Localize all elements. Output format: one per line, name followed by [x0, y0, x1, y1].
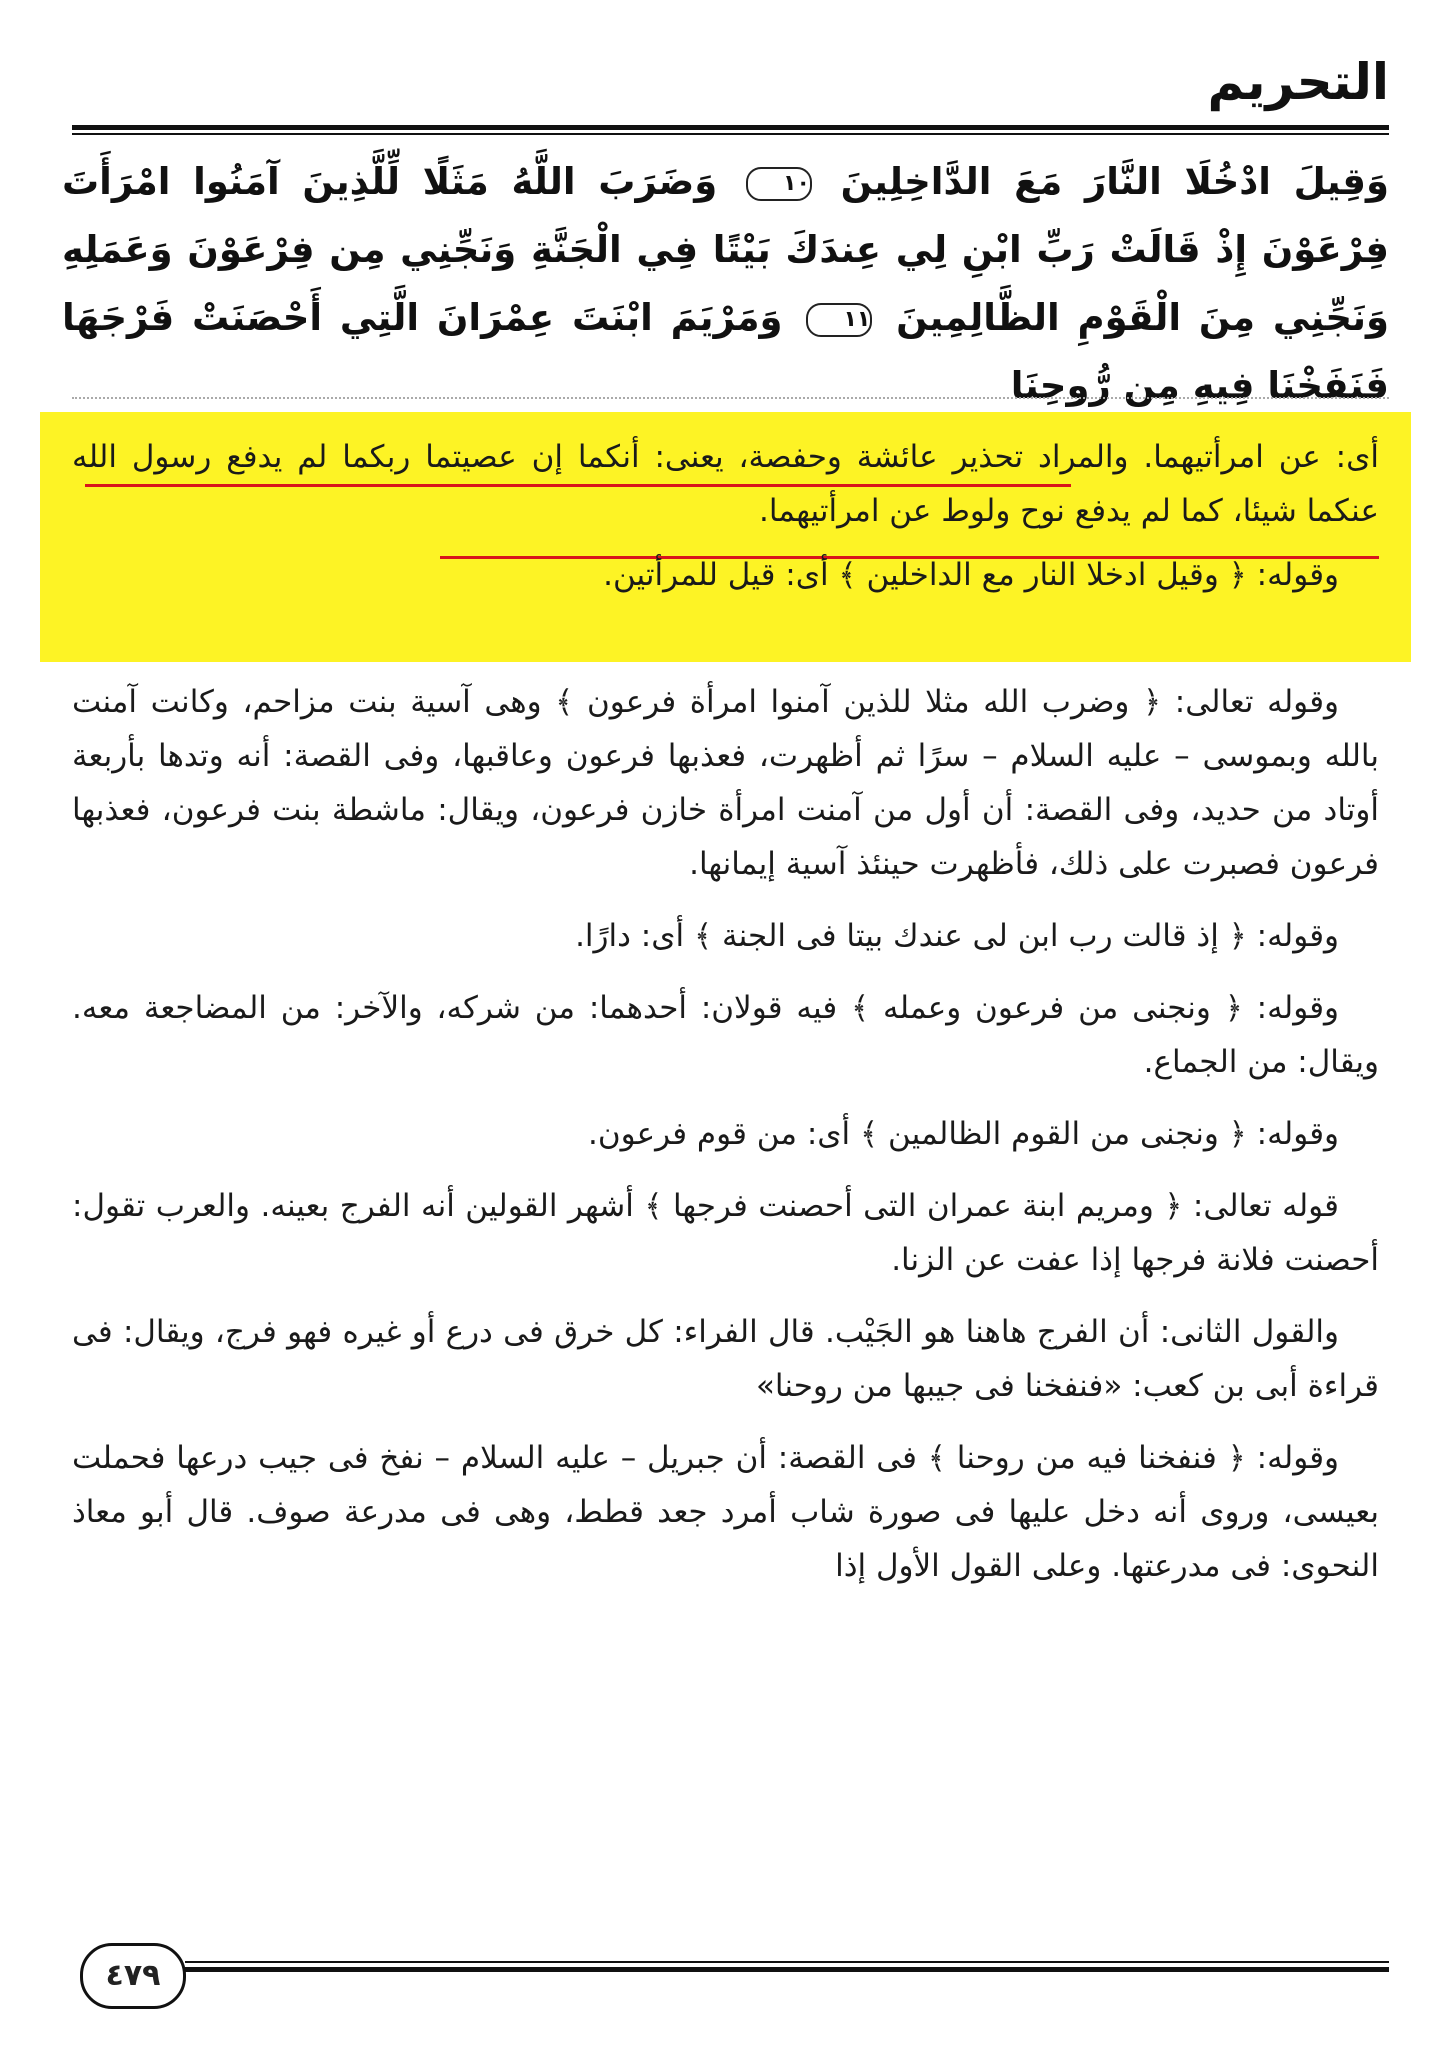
commentary-paragraph: والقول الثانى: أن الفرج هاهنا هو الجَيْب. قال الفراء: كل خرق فى درع أو غيره فهو فرج، ويقال: فى قراءة أبى بن كعب: «فنفخنا فى جيبها من روحنا»	[72, 1314, 1379, 1404]
quran-text-3: وَمَرْيَمَ ابْنَتَ عِمْرَانَ الَّتِي أَحْصَنَتْ فَرْجَهَا فَنَفَخْنَا فِيهِ مِن رُّوحِنَا	[62, 296, 1389, 407]
header-rule-thick	[72, 125, 1389, 130]
page-number: ٤٧٩	[80, 1943, 186, 2009]
quran-text-1: وَقِيلَ ادْخُلَا النَّارَ مَعَ الدَّاخِلِينَ	[840, 160, 1389, 203]
commentary-paragraph: وقوله: ﴿ إذ قالت رب ابن لى عندك بيتا فى الجنة ﴾ أى: دارًا.	[575, 918, 1339, 954]
ayah-number-marker: ١١	[806, 303, 872, 337]
commentary-body	[72, 675, 1379, 1593]
commentary-paragraph: وقوله: ﴿ وقيل ادخلا النار مع الداخلين ﴾ أى: قيل للمرأتين.	[603, 557, 1339, 593]
highlighted-commentary	[72, 430, 1379, 602]
commentary-paragraph: قوله تعالى: ﴿ ومريم ابنة عمران التى أحصنت فرجها ﴾ أشهر القولين أنه الفرج بعينه. والعرب تقول: أحصنت فلانة فرجها إذا عفت عن الزنا.	[72, 1188, 1379, 1278]
commentary-paragraph: وقوله تعالى: ﴿ وضرب الله مثلا للذين آمنوا امرأة فرعون ﴾ وهى آسية بنت مزاحم، وكانت آمنت بالله وبموسى – عليه السلام – سرًا ثم أظهرت، فعذبها فرعون وعاقبها، وفى القصة: أنه وتدها بأربعة أوتاد من حديد، وفى القصة: أن أول من آمنت امرأة خازن فرعون، ويقال: ماشطة بنت فرعون، فعذبها فرعون فصبرت على ذلك، فأظهرت حينئذ آسية إيمانها.	[72, 684, 1379, 882]
footer-rule-thick	[185, 1967, 1389, 1972]
commentary-paragraph: وقوله: ﴿ ونجنى من فرعون وعمله ﴾ فيه قولان: أحدهما: من شركه، والآخر: من المضاجعة معه. ويقال: من الجماع.	[72, 990, 1379, 1080]
commentary-paragraph: وقوله: ﴿ ونجنى من القوم الظالمين ﴾ أى: من قوم فرعون.	[588, 1116, 1339, 1152]
commentary-paragraph: أى: عن امرأتيهما. والمراد تحذير عائشة وحفصة، يعنى: أنكما إن عصيتما ربكما لم يدفع رسول الله عنكما شيئا، كما لم يدفع نوح ولوط عن امرأتيهما.	[72, 439, 1379, 529]
commentary-paragraph: وقوله: ﴿ فنفخنا فيه من روحنا ﴾ فى القصة: أن جبريل – عليه السلام – نفخ فى جيب درعها فحملت بعيسى، وروى أنه دخل عليها فى صورة شاب أمرد جعد قطط، وهى فى مدرعة صوف. قال أبو معاذ النحوى: فى مدرعتها. وعلى القول الأول إذا	[72, 1440, 1379, 1584]
quran-text-2: وَضَرَبَ اللَّهُ مَثَلًا لِّلَّذِينَ آمَنُوا امْرَأَتَ فِرْعَوْنَ إِذْ قَالَتْ رَبِّ ابْنِ لِي عِندَكَ بَيْتًا فِي الْجَنَّةِ وَنَجِّنِي مِن فِرْعَوْنَ وَعَمَلِهِ وَنَجِّنِي مِنَ الْقَوْمِ الظَّالِمِينَ	[62, 160, 1389, 339]
surah-title: التحريم	[1207, 53, 1389, 111]
header-rule-thin	[72, 133, 1389, 135]
footer-rule-thin	[185, 1961, 1389, 1963]
quran-verses	[62, 148, 1389, 420]
section-divider	[72, 397, 1389, 399]
ayah-number-marker: ١٠	[746, 167, 812, 201]
